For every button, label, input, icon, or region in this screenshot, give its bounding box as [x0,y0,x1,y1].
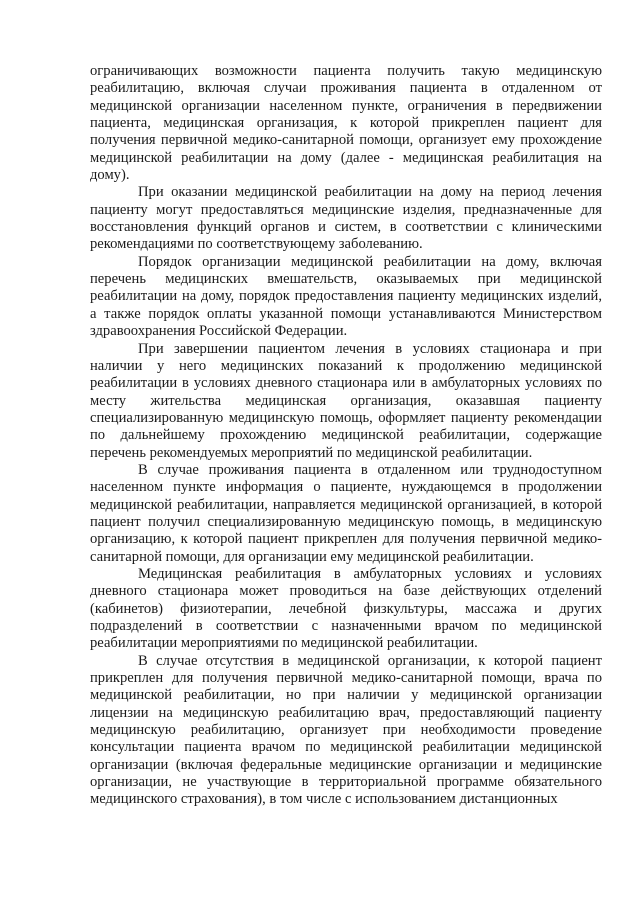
paragraph-remote-settlement: В случае проживания пациента в отдаленном или труднодоступном населенном пункте информация о пациенте, нуждающемся в продолжении медицинской реабилитации, направляется медицинской организацией, в которой пациент получил специализированную медицинскую помощь, в медицинскую организацию, к которой пациент прикреплен для получения первичной медико-санитарной помощи, для организации ему медицинской реабилитации. [90,461,602,565]
paragraph-outpatient-rehab: Медицинская реабилитация в амбулаторных условиях и условиях дневного стационара может проводиться на базе действующих отделений (кабинетов) физиотерапии, лечебной физкультуры, массажа и других подразделений в соответствии с назначенными врачом по медицинской реабилитации мероприятиями по медицинской реабилитации. [90,565,602,652]
paragraph-medical-devices: При оказании медицинской реабилитации на дому на период лечения пациенту могут предоставляться медицинские изделия, предназначенные для восстановления функций органов и систем, в соответствии с клиническими рекомендациями по соответствующему заболеванию. [90,184,602,253]
paragraph-hospital-discharge: При завершении пациентом лечения в условиях стационара и при наличии у него медицинских показаний к продолжению медицинской реабилитации в условиях дневного стационара или в амбулаторных условиях по месту жительства медицинская организация, оказавшая пациенту специализированную медицинскую помощь, оформляет пациенту рекомендации по дальнейшему прохождению медицинской реабилитации, содержащие перечень рекомендуемых мероприятий по медицинской реабилитации. [90,340,602,461]
paragraph-home-rehab-conditions: ограничивающих возможности пациента получить такую медицинскую реабилитацию, включая случаи проживания пациента в отдаленном от медицинской организации населенном пункте, ограничения в передвижении пациента, медицинская организация, к которой прикреплен пациент для получения первичной медико-санитарной помощи, организует ему прохождение медицинской реабилитации на дому (далее - медицинская реабилитация на дому). [90,63,602,184]
paragraph-home-rehab-procedure: Порядок организации медицинской реабилитации на дому, включая перечень медицинских вмешательств, оказываемых при медицинской реабилитации на дому, порядок предоставления пациенту медицинских изделий, а также порядок оплаты указанной помощи устанавливаются Министерством здравоохранения Российской Федерации. [90,253,602,340]
document-body [90,63,602,809]
paragraph-no-rehab-doctor: В случае отсутствия в медицинской организации, к которой пациент прикреплен для получения первичной медико-санитарной помощи, врача по медицинской реабилитации, но при наличии у медицинской организации лицензии на медицинскую реабилитацию врач, предоставляющий пациенту медицинскую реабилитацию, организует при необходимости проведение консультации пациента врачом по медицинской реабилитации медицинской организации (включая федеральные медицинские организации и медицинские организации, не участвующие в территориальной программе обязательного медицинского страхования), в том числе с использованием дистанционных [90,652,602,808]
